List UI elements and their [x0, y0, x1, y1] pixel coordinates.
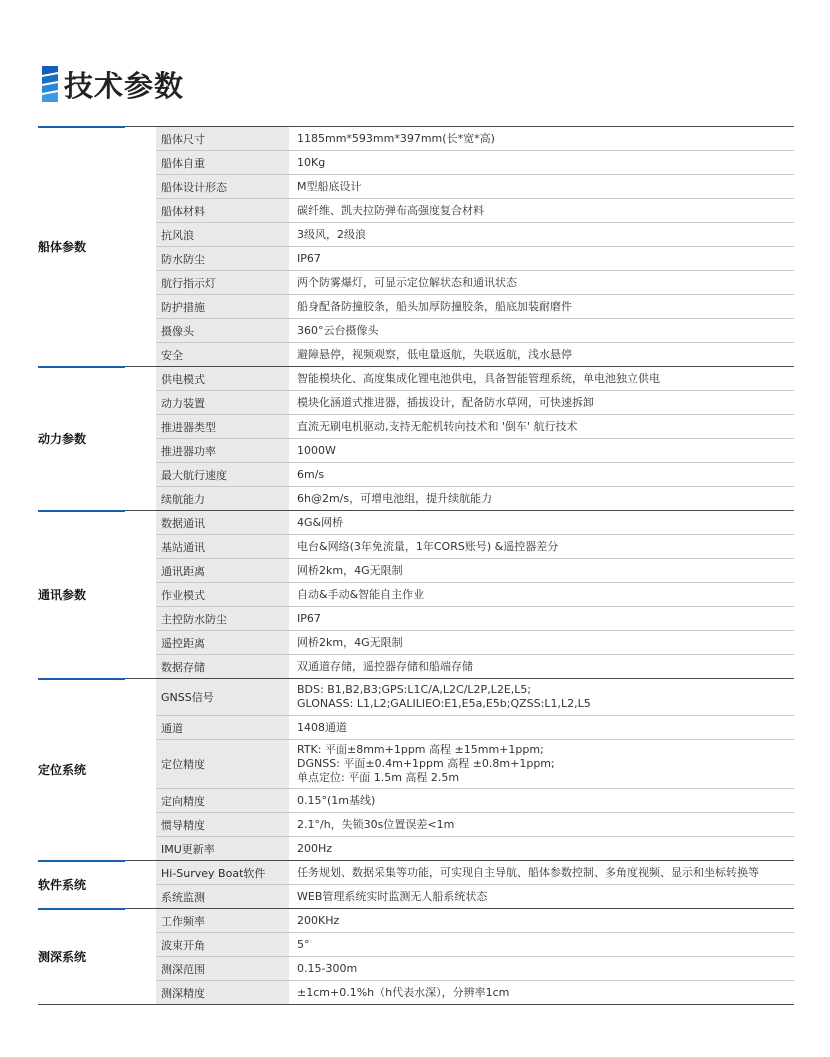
spec-label: 测深精度 — [156, 981, 289, 1004]
spec-value: 1408通道 — [297, 720, 347, 734]
spec-label: 供电模式 — [156, 367, 289, 390]
spec-row — [156, 150, 794, 174]
spec-row — [156, 342, 794, 366]
spec-row — [156, 270, 794, 294]
spec-value: 智能模块化、高度集成化锂电池供电，具备智能管理系统，单电池独立供电 — [297, 371, 660, 385]
spec-label: 遥控距离 — [156, 631, 289, 654]
spec-label: 数据存储 — [156, 655, 289, 678]
spec-label: 惯导精度 — [156, 813, 289, 836]
section-rows — [156, 861, 794, 908]
spec-label: 推进器功率 — [156, 439, 289, 462]
spec-label: 摄像头 — [156, 319, 289, 342]
spec-row — [156, 630, 794, 654]
section-title: 动力参数 — [38, 432, 87, 446]
spec-row — [156, 788, 794, 812]
section-title: 船体参数 — [38, 240, 87, 254]
spec-row — [156, 367, 794, 390]
spec-label: 测深范围 — [156, 957, 289, 980]
spec-row — [156, 294, 794, 318]
page-header — [38, 64, 184, 104]
spec-label: 防水防尘 — [156, 247, 289, 270]
page-title: 技术参数 — [64, 68, 185, 103]
spec-row — [156, 739, 794, 788]
spec-value: 10Kg — [297, 155, 326, 169]
spec-label: 波束开角 — [156, 933, 289, 956]
spec-section — [38, 511, 794, 679]
spec-value: 电台&网络(3年免流量，1年CORS账号) &遥控器差分 — [297, 539, 559, 553]
section-title: 软件系统 — [38, 878, 87, 892]
section-title: 测深系统 — [38, 950, 87, 964]
spec-value: RTK: 平面±8mm+1ppm 高程 ±15mm+1ppm; DGNSS: 平面±0.4m+1ppm 高程 ±0.8m+1ppm; 单点定位: 平面 1.5m 高程 2.5m — [297, 743, 555, 784]
brand-stripes-icon — [38, 64, 58, 104]
spec-table — [38, 126, 794, 1005]
spec-row — [156, 534, 794, 558]
spec-label: 防护措施 — [156, 295, 289, 318]
spec-value: 双通道存储，遥控器存储和船端存储 — [297, 659, 473, 673]
spec-section — [38, 126, 794, 367]
section-rows — [156, 511, 794, 678]
spec-label: 安全 — [156, 343, 289, 366]
spec-value: BDS: B1,B2,B3;GPS:L1C/A,L2C/L2P,L2E,L5; GLONASS: L1,L2;GALILIEO:E1,E5a,E5b;QZSS:L1,L2,L5 — [297, 683, 591, 710]
spec-value: 1000W — [297, 443, 336, 457]
spec-label: 推进器类型 — [156, 415, 289, 438]
section-rows — [156, 127, 794, 366]
spec-label: 动力装置 — [156, 391, 289, 414]
spec-row — [156, 438, 794, 462]
spec-row — [156, 198, 794, 222]
spec-value: ±1cm+0.1%h（h代表水深），分辨率1cm — [297, 985, 510, 999]
spec-row — [156, 654, 794, 678]
spec-label: 船体尺寸 — [156, 127, 289, 150]
spec-value: 模块化涵道式推进器，插拔设计，配备防水草网，可快速拆卸 — [297, 395, 594, 409]
spec-value: 200Hz — [297, 841, 333, 855]
spec-label: 船体设计形态 — [156, 175, 289, 198]
spec-row — [156, 679, 794, 715]
spec-value: 6h@2m/s，可增电池组，提升续航能力 — [297, 491, 493, 505]
spec-value: 360°云台摄像头 — [297, 323, 379, 337]
spec-section — [38, 367, 794, 511]
spec-row — [156, 318, 794, 342]
spec-label: 抗风浪 — [156, 223, 289, 246]
section-rows — [156, 367, 794, 510]
spec-label: Hi-Survey Boat软件 — [156, 861, 289, 884]
spec-row — [156, 174, 794, 198]
spec-value: 5° — [297, 937, 310, 951]
spec-label: 航行指示灯 — [156, 271, 289, 294]
spec-label: 通道 — [156, 716, 289, 739]
spec-label: 基站通讯 — [156, 535, 289, 558]
section-rows — [156, 679, 794, 860]
spec-row — [156, 246, 794, 270]
section-rows — [156, 909, 794, 1004]
spec-value: 任务规划、数据采集等功能，可实现自主导航、船体参数控制、多角度视频、显示和坐标转换等 — [297, 865, 759, 879]
spec-value: 网桥2km，4G无限制 — [297, 563, 403, 577]
spec-label: 续航能力 — [156, 487, 289, 510]
spec-value: IP67 — [297, 251, 321, 265]
spec-section — [38, 679, 794, 861]
spec-label: 通讯距离 — [156, 559, 289, 582]
spec-row — [156, 715, 794, 739]
spec-value: 6m/s — [297, 467, 325, 481]
spec-row — [156, 222, 794, 246]
spec-value: 0.15°(1m基线) — [297, 793, 376, 807]
spec-row — [156, 956, 794, 980]
spec-row — [156, 861, 794, 884]
spec-label: 船体材料 — [156, 199, 289, 222]
spec-value: 碳纤维、凯夫拉防弹布高强度复合材料 — [297, 203, 484, 217]
spec-row — [156, 606, 794, 630]
section-title: 通讯参数 — [38, 588, 87, 602]
spec-label: 系统监测 — [156, 885, 289, 908]
spec-row — [156, 909, 794, 932]
spec-value: 船身配备防撞胶条，船头加厚防撞胶条，船底加装耐磨件 — [297, 299, 572, 313]
spec-label: GNSS信号 — [156, 679, 289, 715]
spec-value: 网桥2km，4G无限制 — [297, 635, 403, 649]
spec-row — [156, 462, 794, 486]
spec-row — [156, 511, 794, 534]
spec-value: 1185mm*593mm*397mm(长*宽*高) — [297, 131, 495, 145]
spec-label: 数据通讯 — [156, 511, 289, 534]
spec-row — [156, 836, 794, 860]
spec-row — [156, 582, 794, 606]
spec-row — [156, 486, 794, 510]
spec-label: 定向精度 — [156, 789, 289, 812]
spec-value: 两个防雾爆灯，可显示定位解状态和通讯状态 — [297, 275, 517, 289]
spec-value: IP67 — [297, 611, 321, 625]
spec-label: 作业模式 — [156, 583, 289, 606]
spec-value: M型船底设计 — [297, 179, 362, 193]
spec-row — [156, 884, 794, 908]
spec-row — [156, 127, 794, 150]
section-title: 定位系统 — [38, 763, 87, 777]
spec-row — [156, 812, 794, 836]
spec-section — [38, 909, 794, 1005]
spec-label: 船体自重 — [156, 151, 289, 174]
spec-value: 4G&网桥 — [297, 515, 344, 529]
spec-value: 自动&手动&智能自主作业 — [297, 587, 425, 601]
spec-row — [156, 414, 794, 438]
spec-value: 直流无刷电机驱动,支持无舵机转向技术和 '倒车' 航行技术 — [297, 419, 578, 433]
spec-row — [156, 980, 794, 1004]
spec-value: 200KHz — [297, 913, 340, 927]
spec-value: 避障悬停，视频观察，低电量返航，失联返航，浅水悬停 — [297, 347, 572, 361]
spec-value: WEB管理系统实时监测无人船系统状态 — [297, 889, 488, 903]
spec-label: 主控防水防尘 — [156, 607, 289, 630]
spec-label: IMU更新率 — [156, 837, 289, 860]
spec-value: 3级风，2级浪 — [297, 227, 366, 241]
spec-section — [38, 861, 794, 909]
spec-label: 工作频率 — [156, 909, 289, 932]
spec-row — [156, 390, 794, 414]
spec-row — [156, 932, 794, 956]
spec-value: 2.1°/h，失锁30s位置误差<1m — [297, 817, 455, 831]
spec-label: 最大航行速度 — [156, 463, 289, 486]
spec-value: 0.15-300m — [297, 961, 358, 975]
spec-label: 定位精度 — [156, 740, 289, 788]
spec-row — [156, 558, 794, 582]
